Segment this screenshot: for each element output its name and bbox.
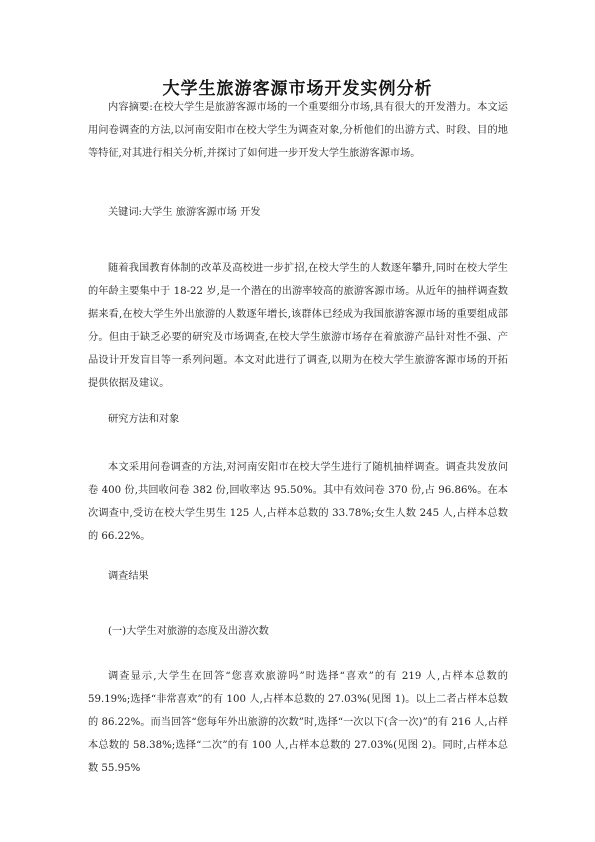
abstract-paragraph: 内容摘要:在校大学生是旅游客源市场的一个重要细分市场,具有很大的开发潜力。本文运用问卷调查的方法,以河南安阳市在校大学生为调查对象,分析他们的出游方式、时段、目的地等特征,对其进行相关分析,并探讨了如何进一步开发大学生旅游客源市场。 — [88, 102, 508, 159]
method-paragraph: 本文采用问卷调查的方法,对河南安阳市在校大学生进行了随机抽样调查。调查共发放问卷 400 份,共回收问卷 382 份,回收率达 95.50%。其中有效问卷 370 份,占 96.86%。在本次调查中,受访在校大学生男生 125 人,占样本总数的 33.78%;女生人数 245 人,占样本总数的 66.22%。 — [88, 462, 508, 542]
intro-paragraph: 随着我国教育体制的改革及高校进一步扩招,在校大学生的人数逐年攀升,同时在校大学生的年龄主要集中于 18-22 岁,是一个潜在的出游率较高的旅游客源市场。从近年的抽样调查数据来看,在校大学生外出旅游的人数逐年增长,该群体已经成为我国旅游客源市场的重要组成部分。但由于缺乏必要的研究及市场调查,在校大学生旅游市场存在着旅游产品针对性不强、产品设计开发盲目等一系列问题。本文对此进行了调查,以期为在校大学生旅游客源市场的开拓提供依据及建议。 — [88, 263, 508, 389]
subsection-heading-1: (一)大学生对旅游的态度及出游次数 — [108, 626, 269, 637]
keywords-line: 关键词:大学生 旅游客源市场 开发 — [108, 207, 261, 218]
results-paragraph: 调查显示,大学生在回答“您喜欢旅游吗”时选择“喜欢”的有 219 人,占样本总数的 59.19%;选择“非常喜欢”的有 100 人,占样本总数的 27.03%(见图 1)。以上二者占样本总数的 86.22%。而当回答“您每年外出旅游的次数”时,选择“一次以下(含一次)”的有 216 人,占样本总数的 58.38%;选择“二次”的有 100 人,占样本总数的 27.03%(见图 2)。同时,占样本总数 55.95% — [88, 671, 508, 774]
section-heading-results: 调查结果 — [108, 571, 149, 582]
section-heading-method: 研究方法和对象 — [108, 414, 180, 425]
page-title: 大学生旅游客源市场开发实例分析 — [162, 79, 433, 99]
